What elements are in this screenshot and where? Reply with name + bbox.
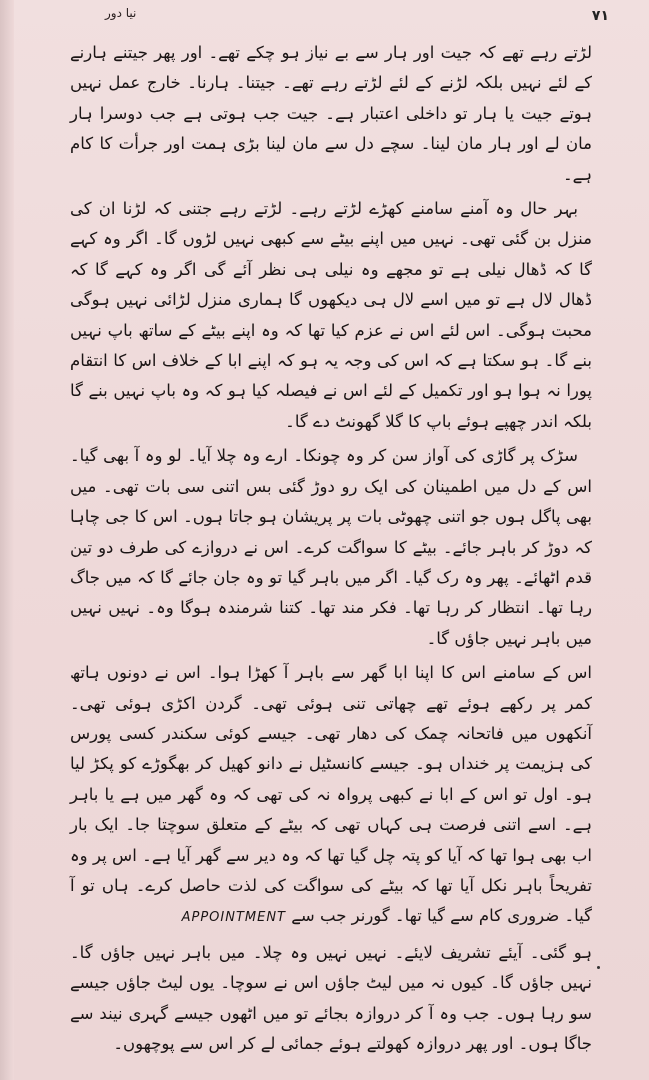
paragraph [70, 658, 592, 934]
paragraph: لڑتے رہے تھے کہ جیت اور ہار سے بے نیاز ہو چکے تھے۔ اور پھر جیتنے ہارنے کے لئے نہیں بلکہ لڑنے کے لئے لڑتے رہے تھے۔ جیتنا۔ ہارنا۔ خارج عمل نہیں ہوتے جیت یا ہار تو داخلی اعتبار ہے۔ جیت جب ہوتی ہے جب دوسرا ہار مان لے اور ہار مان لینا۔ سچے دل سے مان لینا بڑی ہمت اور جرأت کا کام ہے۔ [70, 43, 592, 184]
running-head: نیا دور [105, 6, 137, 20]
paragraph: سڑک پر گاڑی کی آواز سن کر وہ چونکا۔ ارے وہ چلا آیا۔ لو وہ آ بھی گیا۔ اس کے دل میں اطمینان کی ایک رو دوڑ گئی بس اتنی سی بات تھی۔ میں بھی پاگل ہوں جو اتنی چھوٹی بات پر پریشان ہو جاتا ہوں۔ اس کا جی چاہا کہ دوڑ کر باہر جائے۔ بیٹے کا سواگت کرے۔ اس نے دروازے کی طرف دو تین قدم اٹھائے۔ پھر وہ رک گیا۔ اگر میں باہر گیا تو وہ جان جائے گا کہ میں جاگ رہا تھا۔ انتظار کر رہا تھا۔ فکر مند تھا۔ کتنا شرمندہ ہوگا وہ۔ نہیں نہیں میں باہر نہیں جاؤں گا۔ [70, 446, 592, 648]
latin-word: APPOINTMENT [181, 910, 286, 926]
paragraph: بہر حال وہ آمنے سامنے کھڑے لڑتے رہے۔ لڑتے رہے جتنی کہ لڑنا ان کی منزل بن گئی تھی۔ نہیں میں اپنے بیٹے سے کبھی نہیں لڑوں گا۔ اگر وہ کہے گا کہ ڈھال نیلی ہے تو مجھے وہ نیلی ہی نظر آئے گی اگر وہ کہے گا کہ ڈھال لال ہے تو میں اسے لال ہی دیکھوں گا ہماری منزل لڑائی نہیں ہوگی محبت ہوگی۔ اس لئے اس نے عزم کیا تھا کہ وہ اپنے بیٹے کے ساتھ باپ نہیں بنے گا۔ ہو سکتا ہے کہ اس کی وجہ یہ ہو کہ اپنے ابا کے خلاف اس کا انتقام پورا نہ ہوا ہو اور تکمیل کے لئے اس نے فیصلہ کیا ہو کہ وہ باپ نہیں بنے گا بلکہ اندر چھپے ہوئے باپ کا گلا گھونٹ دے گا۔ [70, 199, 592, 431]
page-body [70, 38, 592, 1063]
paragraph-text: اس کے سامنے اس کا اپنا ابا گھر سے باہر آ کھڑا ہوا۔ اس نے دونوں ہاتھ کمر پر رکھے ہوئے تھے چھاتی تنی ہوئی تھی۔ گردن اکڑی ہوئی تھی۔ آنکھوں میں فاتحانہ چمک کی دھار تھی۔ جیسے کوئی سکندر کسی پورس کی ہزیمت پر خنداں ہو۔ جیسے کانسٹیل نے دانو کھیل کر بھگوڑے کو پکڑ لیا ہو۔ اول تو اس کے ابا نے کبھی پرواہ نہ کی تھی کہ وہ گھر میں ہے یا باہر ہے۔ اسے اتنی فرصت ہی کہاں تھی کہ بیٹے کے متعلق سوچتا جا۔ ایک بار اب بھی ہوا تھا کہ آیا کو پتہ چل گیا تھا کہ وہ دیر سے گھر آیا ہے۔ اس پر وہ تفریحاً باہر نکل آیا تھا کہ بیٹے کی سواگت کی لذت حاصل کرے۔ ہاں تو آ گیا۔ ضروری کام سے گیا تھا۔ گورنر جب سے [70, 663, 592, 926]
page-header [0, 4, 649, 32]
paragraph: ہو گئی۔ آیئے تشریف لایئے۔ نہیں نہیں وہ چلا۔ میں باہر نہیں جاؤں گا۔ نہیں جاؤں گا۔ کیوں نہ میں لیٹ جاؤں اس نے سوچا۔ یوں لیٹ جاؤں جیسے سو رہا ہوں۔ جب وہ آ کر دروازہ بجائے تو میں اٹھوں جیسے گہری نیند سے جاگا ہوں۔ اور پھر دروازہ کھولتے ہوئے جمائی لے کر اس سے پوچھوں۔ [70, 942, 592, 1053]
page-number: ۷۱ [591, 8, 609, 24]
ink-dot [597, 966, 600, 969]
